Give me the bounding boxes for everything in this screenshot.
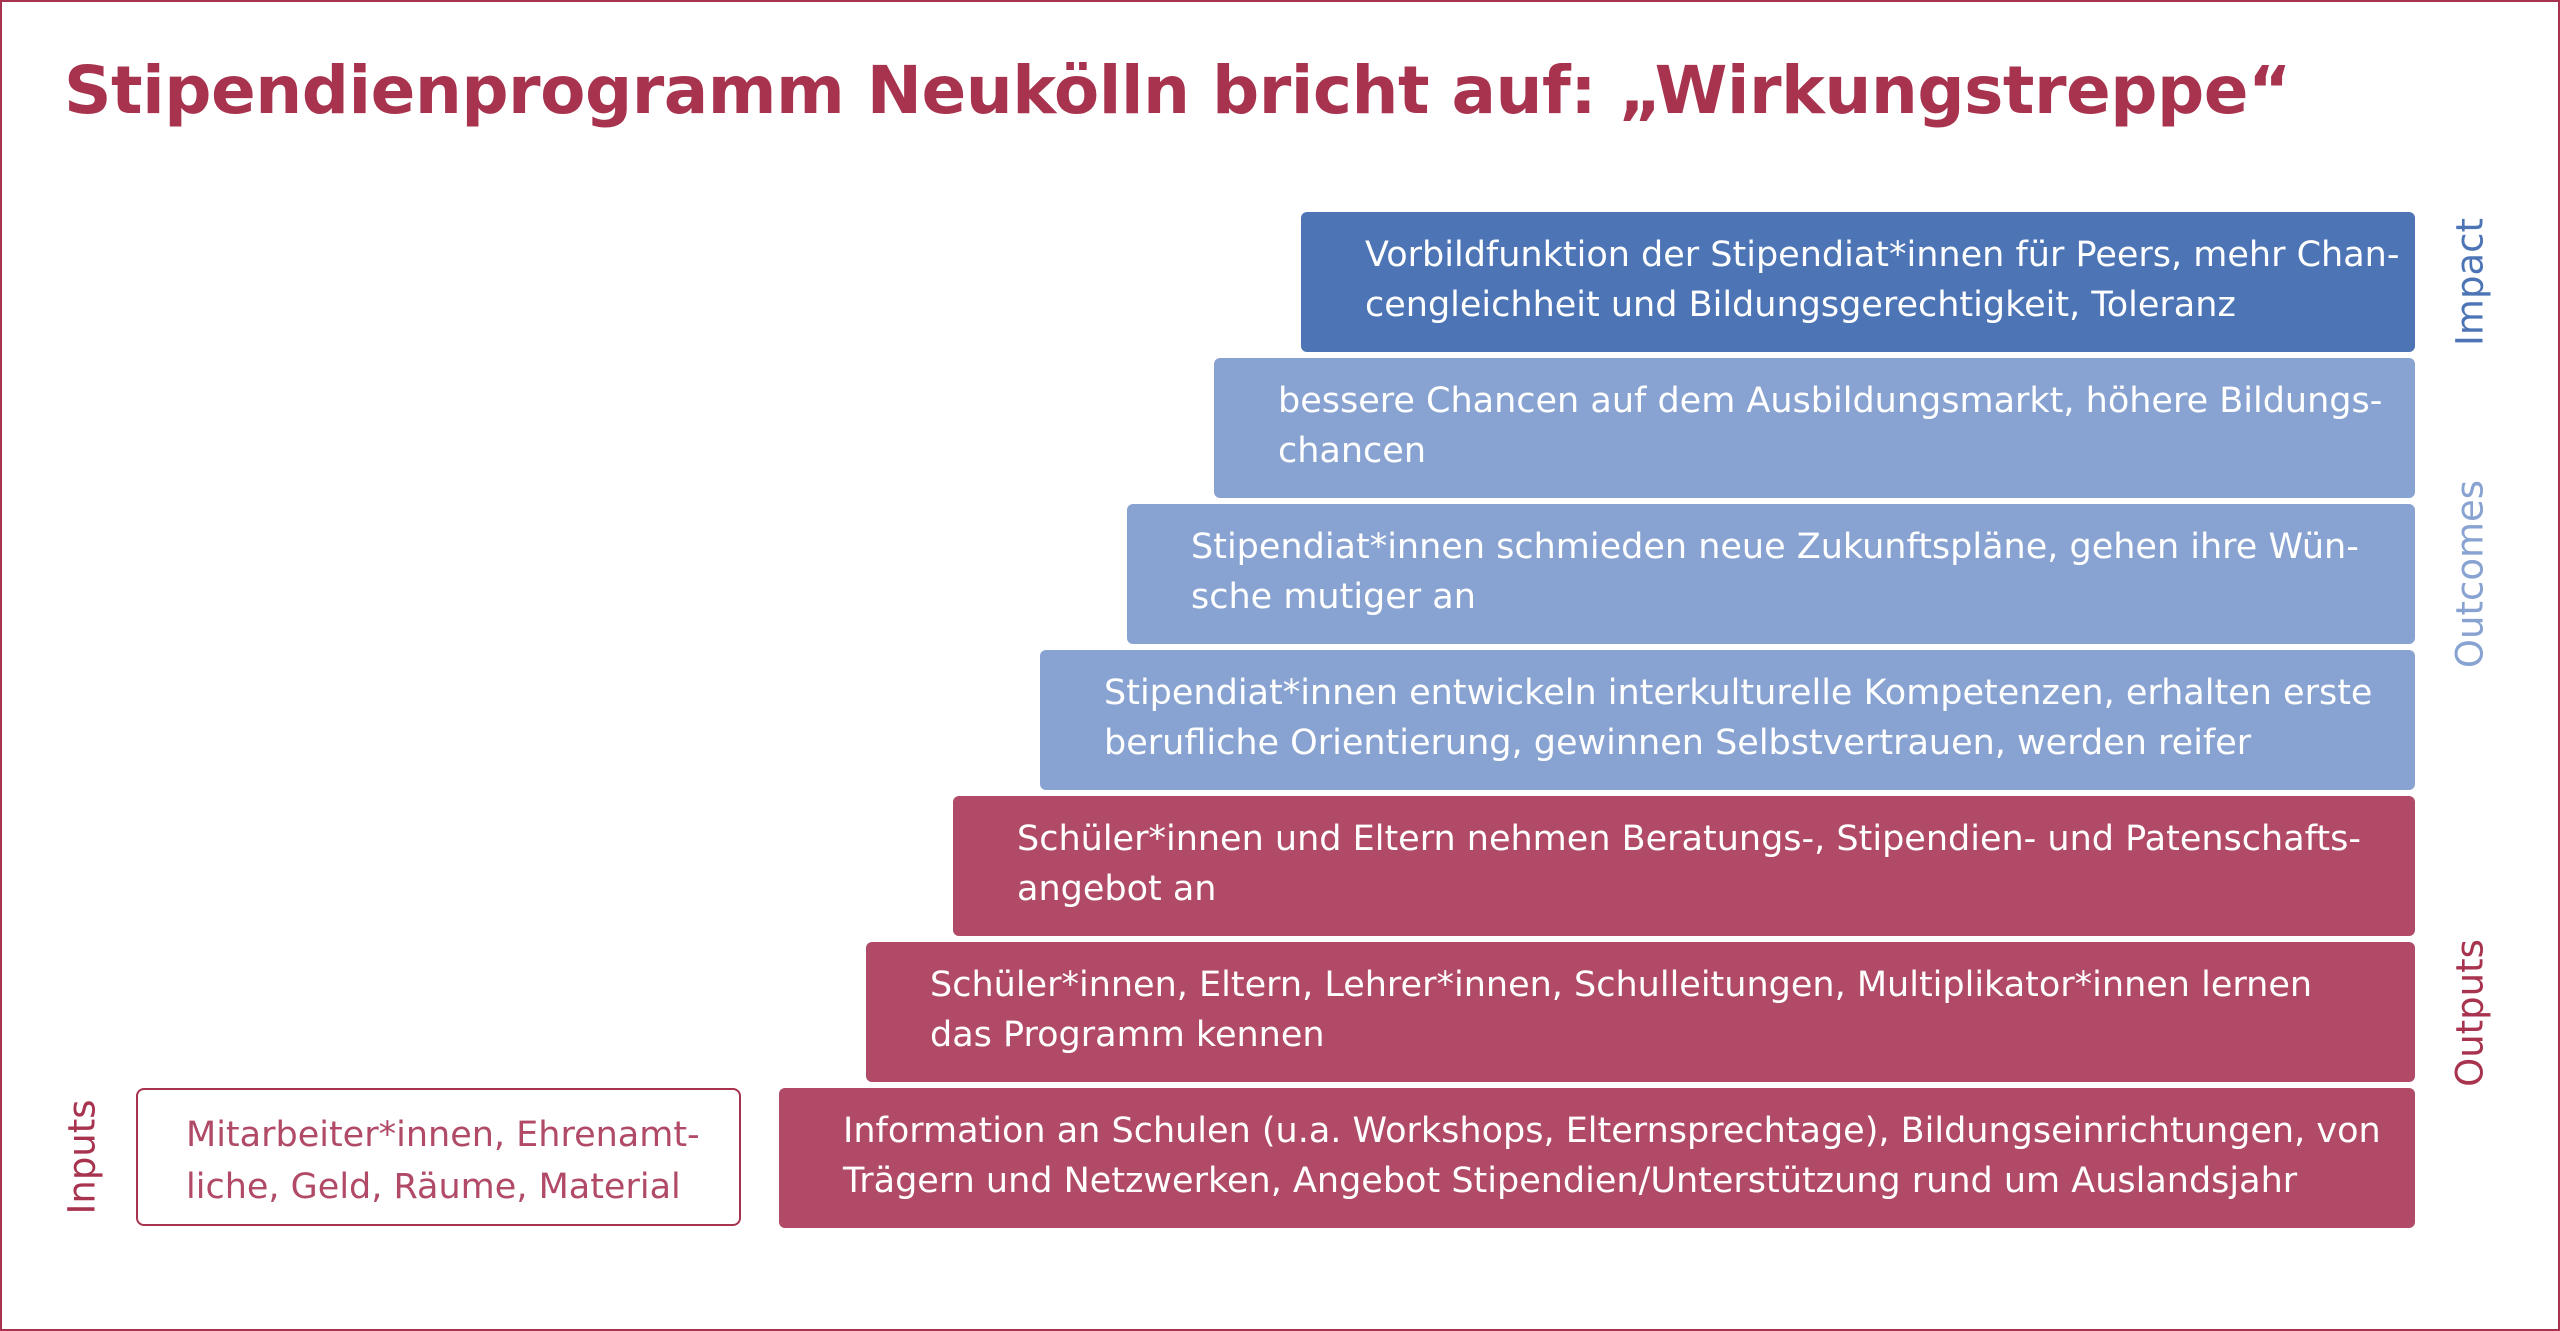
step-outcome-1-line-1: Stipendiat*innen entwickeln interkulturelle Kompetenzen, erhalten erste: [1104, 673, 2373, 713]
step-output-3-line-2: angebot an: [1017, 869, 1217, 909]
step-output-2-line-1: Schüler*innen, Eltern, Lehrer*innen, Schulleitungen, Multiplikator*innen lernen: [930, 965, 2313, 1005]
step-output-1-line-2: Trägern und Netzwerken, Angebot Stipendien/Unterstützung rund um Auslandsjahr: [843, 1161, 2298, 1201]
outcomes-label: Outcomes: [2448, 479, 2492, 669]
step-output-1: [779, 1088, 2415, 1228]
step-outcome-3-line-2: chancen: [1278, 431, 1427, 471]
impact-label: Impact: [2448, 218, 2492, 346]
page-title: Stipendienprogramm Neukölln bricht auf: „Wirkungstreppe“: [64, 52, 2291, 129]
inputs-label: Inputs: [60, 1099, 104, 1215]
step-outcome-2-line-2: sche mutiger an: [1191, 577, 1476, 617]
step-outcome-1-line-2: berufliche Orientierung, gewinnen Selbstvertrauen, werden reifer: [1104, 723, 2252, 763]
step-outcome-2: [1127, 504, 2415, 644]
inputs-box-line-2: liche, Geld, Räume, Material: [186, 1167, 681, 1207]
step-outcome-1: [1040, 650, 2415, 790]
step-output-3: [953, 796, 2415, 936]
outputs-label: Outputs: [2448, 939, 2492, 1087]
step-outcome-3: [1214, 358, 2415, 498]
step-outcome-2-line-1: Stipendiat*innen schmieden neue Zukunftspläne, gehen ihre Wün-: [1191, 527, 2359, 567]
step-outcome-3-line-1: bessere Chancen auf dem Ausbildungsmarkt, höhere Bildungs-: [1278, 381, 2383, 421]
step-output-3-line-1: Schüler*innen und Eltern nehmen Beratungs-, Stipendien- und Patenschafts-: [1017, 819, 2361, 859]
step-output-1-line-1: Information an Schulen (u.a. Workshops, Elternsprechtage), Bildungseinrichtungen, von: [843, 1111, 2381, 1151]
step-impact-line-1: Vorbildfunktion der Stipendiat*innen für Peers, mehr Chan-: [1365, 235, 2400, 275]
inputs-box: [136, 1088, 741, 1226]
step-output-2-line-2: das Programm kennen: [930, 1015, 1325, 1055]
step-impact: [1301, 212, 2415, 352]
step-output-2: [866, 942, 2415, 1082]
inputs-box-line-1: Mitarbeiter*innen, Ehrenamt-: [186, 1115, 700, 1155]
step-impact-line-2: cengleichheit und Bildungsgerechtigkeit, Toleranz: [1365, 285, 2236, 325]
